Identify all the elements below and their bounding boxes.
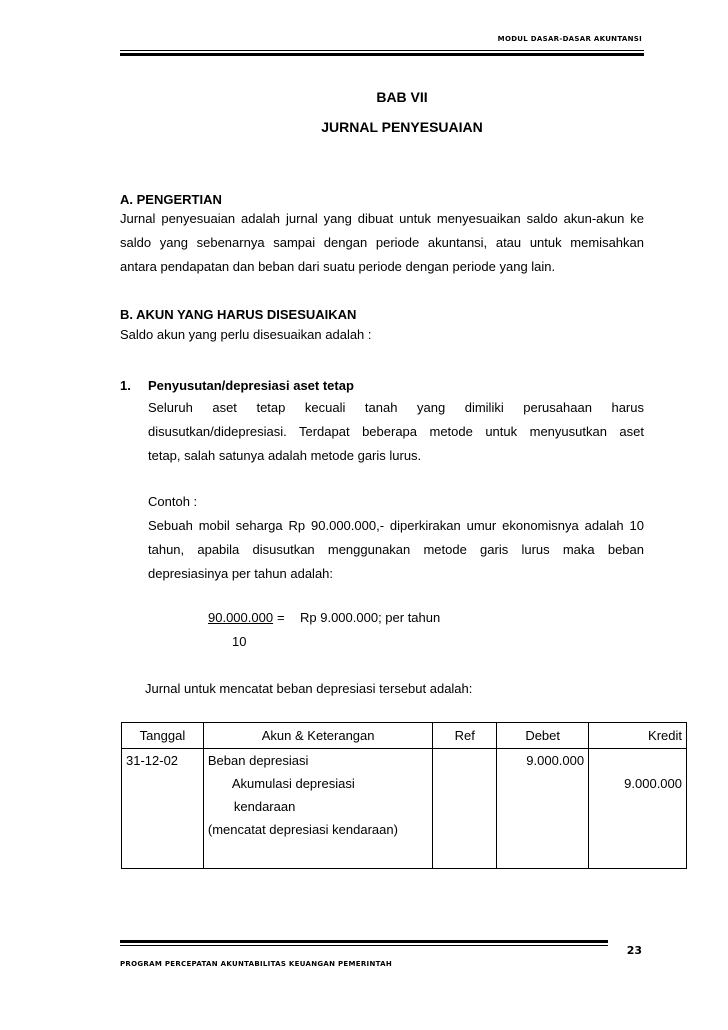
section-b-heading: B. AKUN YANG HARUS DISESUAIKAN (120, 307, 357, 322)
col-header-ref: Ref (433, 723, 497, 749)
formula-result: Rp 9.000.000; per tahun (300, 610, 441, 625)
formula-denominator: 10 (232, 634, 247, 649)
header-rule-thin (120, 50, 644, 51)
col-header-kredit: Kredit (589, 723, 687, 749)
list-number: 1. (120, 378, 131, 393)
entry-description: (mencatat depresiasi kendaraan) (207, 822, 398, 837)
cell-kredit (589, 749, 687, 869)
cell-account (203, 749, 432, 869)
paragraph-line: tahun, apabila disusutkan menggunakan metode garis lurus maka beban (148, 542, 644, 557)
formula-equals: = (277, 610, 285, 625)
section-a-paragraph (120, 207, 644, 279)
list-heading: Penyusutan/depresiasi aset tetap (148, 378, 354, 393)
debit-account: Beban depresiasi (207, 753, 309, 768)
chapter-number: BAB VII (376, 89, 428, 105)
col-header-debet: Debet (497, 723, 589, 749)
table-header-row (122, 723, 687, 749)
formula-numerator: 90.000.000 (208, 610, 274, 625)
kredit-amount: 9.000.000 (624, 776, 682, 791)
paragraph-line: disusutkan/didepresiasi. Terdapat beberapa metode untuk menyusutkan aset (148, 424, 644, 439)
credit-account-line2: kendaraan (233, 799, 296, 814)
paragraph-line: Seluruh aset tetap kecuali tanah yang dimiliki perusahaan harus (148, 400, 644, 415)
paragraph-line: depresiasinya per tahun adalah: (148, 566, 334, 581)
paragraph-line: saldo yang sebenarnya sampai dengan periode akuntansi, atau untuk memisahkan (120, 235, 644, 250)
footer-rule-thin (120, 945, 608, 946)
credit-account-line1: Akumulasi depresiasi (231, 776, 355, 791)
journal-table (121, 722, 687, 869)
header-rule-thick (120, 53, 644, 56)
paragraph-line: antara pendapatan dan beban dari suatu periode dengan periode yang lain. (120, 259, 556, 274)
col-header-akun: Akun & Keterangan (203, 723, 432, 749)
cell-date: 31-12-02 (122, 749, 204, 869)
paragraph-line: tetap, salah satunya adalah metode garis lurus. (148, 448, 422, 463)
running-header: MODUL DASAR-DASAR AKUNTANSI (497, 35, 642, 43)
chapter-title: JURNAL PENYESUAIAN (321, 119, 483, 135)
paragraph-line: Jurnal penyesuaian adalah jurnal yang dibuat untuk menyesuaikan saldo akun-akun ke (120, 211, 644, 226)
paragraph-line: Sebuah mobil seharga Rp 90.000.000,- diperkirakan umur ekonomisnya adalah 10 (148, 518, 644, 533)
cell-debet (497, 749, 589, 869)
example-label: Contoh : (148, 494, 198, 509)
example-paragraph (148, 514, 644, 586)
table-row (122, 749, 687, 869)
col-header-tanggal: Tanggal (122, 723, 204, 749)
debet-amount: 9.000.000 (526, 753, 585, 768)
section-b-intro: Saldo akun yang perlu disesuaikan adalah : (120, 327, 372, 342)
cell-ref (433, 749, 497, 869)
item1-paragraph (148, 396, 644, 468)
section-a-heading: A. PENGERTIAN (120, 192, 222, 207)
journal-intro: Jurnal untuk mencatat beban depresiasi tersebut adalah: (145, 681, 473, 696)
footer-rule-thick (120, 940, 608, 943)
page-number: 23 (626, 944, 642, 957)
running-footer: PROGRAM PERCEPATAN AKUNTABILITAS KEUANGAN PEMERINTAH (120, 960, 393, 968)
